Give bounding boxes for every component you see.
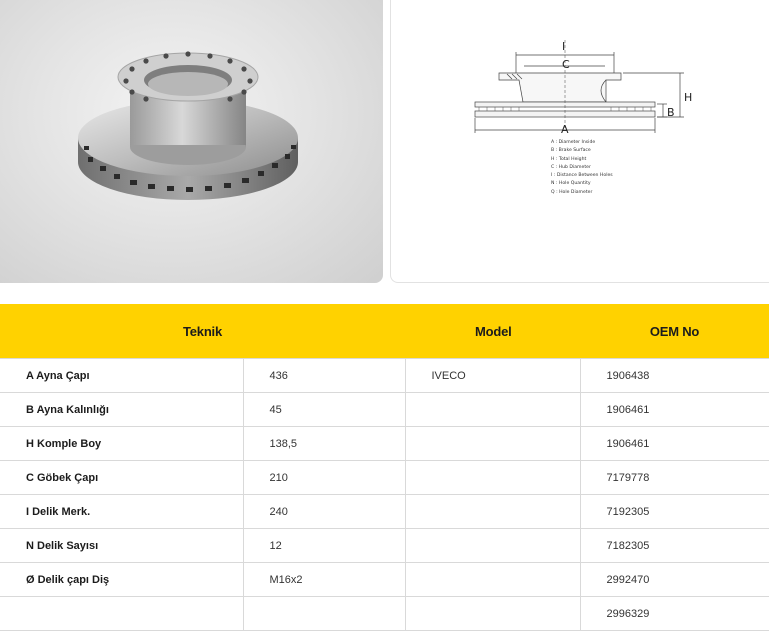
table-row [0, 529, 769, 563]
dim-label-h: H [684, 91, 693, 104]
spec-model [405, 461, 580, 495]
table-row [0, 461, 769, 495]
technical-drawing [390, 0, 769, 283]
dim-label-a: A [561, 123, 569, 136]
spec-oem: 2992470 [580, 563, 769, 597]
spec-oem: 7182305 [580, 529, 769, 563]
product-photo [0, 0, 383, 283]
spec-label [0, 597, 243, 631]
legend-item: B : Brake Surface [551, 148, 591, 154]
spec-value: 138,5 [243, 427, 405, 461]
spec-model [405, 563, 580, 597]
spec-model: IVECO [405, 359, 580, 393]
dim-label-c: C [562, 58, 570, 71]
table-header-row [0, 304, 769, 359]
spec-label: A Ayna Çapı [0, 359, 243, 393]
table-row [0, 359, 769, 393]
spec-oem: 1906438 [580, 359, 769, 393]
header-oem-no: OEM No [580, 304, 769, 359]
spec-model [405, 427, 580, 461]
header-teknik: Teknik [0, 304, 405, 359]
spec-label: H Komple Boy [0, 427, 243, 461]
spec-value: M16x2 [243, 563, 405, 597]
spec-oem: 7192305 [580, 495, 769, 529]
legend-item: A : Diameter Inside [551, 140, 596, 145]
table-row [0, 563, 769, 597]
spec-model [405, 495, 580, 529]
specification-table [0, 304, 769, 631]
header-model: Model [405, 304, 580, 359]
spec-oem: 1906461 [580, 393, 769, 427]
spec-label: Ø Delik çapı Diş [0, 563, 243, 597]
spec-oem: 1906461 [580, 427, 769, 461]
legend-item: H : Total Height [551, 156, 587, 162]
table-row [0, 427, 769, 461]
dim-label-b: B [667, 106, 675, 119]
table-row [0, 597, 769, 631]
legend-item: C : Hub Diameter [551, 164, 591, 170]
spec-model [405, 393, 580, 427]
spec-label: N Delik Sayısı [0, 529, 243, 563]
spec-label: I Delik Merk. [0, 495, 243, 529]
spec-oem: 2996329 [580, 597, 769, 631]
spec-value: 240 [243, 495, 405, 529]
legend-item: N : Hole Quantity [551, 181, 591, 187]
spec-label: C Göbek Çapı [0, 461, 243, 495]
spec-value: 210 [243, 461, 405, 495]
diagram-legend [551, 139, 613, 197]
spec-model [405, 597, 580, 631]
spec-value: 436 [243, 359, 405, 393]
spec-model [405, 529, 580, 563]
spec-value: 45 [243, 393, 405, 427]
table-row [0, 393, 769, 427]
legend-item: I : Distance Between Holes [551, 173, 613, 179]
spec-value: 12 [243, 529, 405, 563]
spec-label: B Ayna Kalınlığı [0, 393, 243, 427]
table-row [0, 495, 769, 529]
dim-label-i: I [562, 40, 566, 53]
legend-item: Q : Hole Diameter [551, 189, 593, 195]
spec-value [243, 597, 405, 631]
brake-disc-image [0, 0, 383, 283]
spec-oem: 7179778 [580, 461, 769, 495]
